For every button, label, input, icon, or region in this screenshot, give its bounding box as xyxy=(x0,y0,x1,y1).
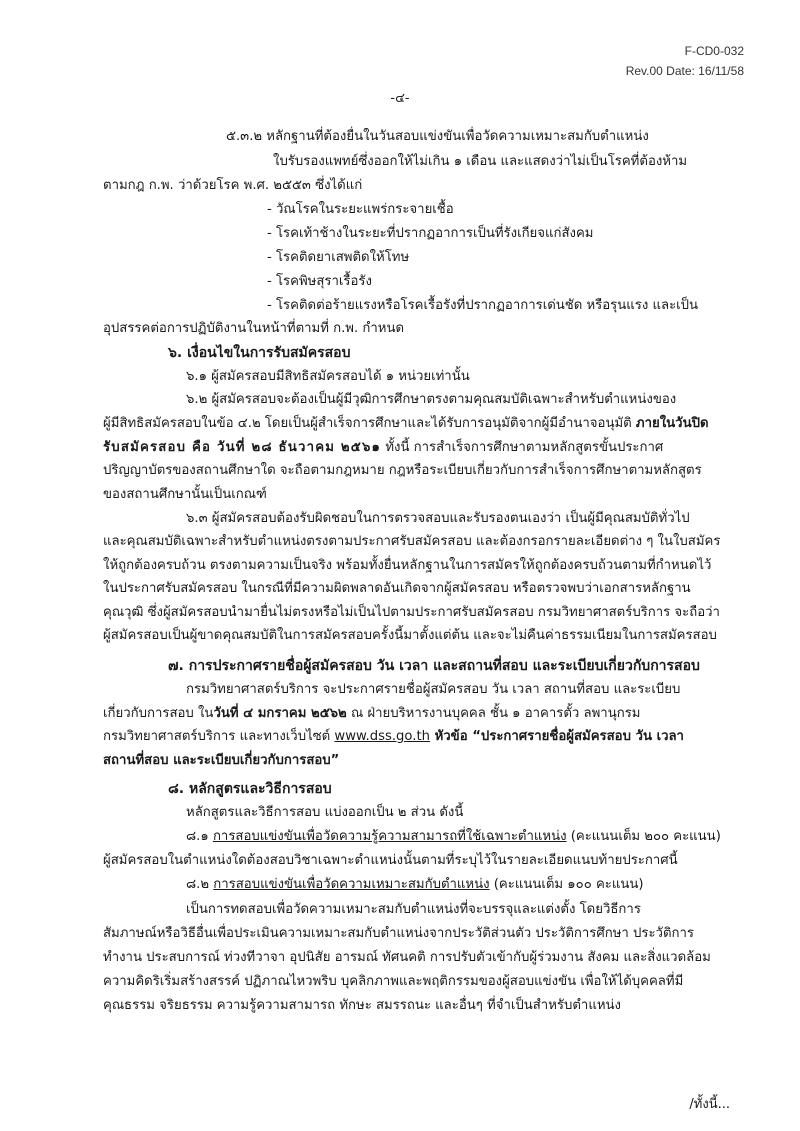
topic-title-bold: หัวข้อ “ประกาศรายชื่อผู้สมัครสอบ วัน เวลา xyxy=(429,729,684,744)
section-8-1-number: ๘.๑ xyxy=(186,829,213,844)
section-8-2-desc-line: ทำงาน ประสบการณ์ ท่วงทีวาจา อุปนิสัย อารมณ์ ทัศนคติ การปรับตัวเข้ากับผู้ร่วมงาน สังคม และสิ่งแวดล้อม xyxy=(103,950,711,965)
disease-list-item: - โรคเท้าช้างในระยะที่ปรากฏอาการเป็นที่รังเกียจแก่สังคม xyxy=(267,226,594,241)
section-8-2-desc-line: สัมภาษณ์หรือวิธีอื่นเพื่อประเมินความเหมาะสมกับตำแหน่งจากประวัติส่วนตัว ประวัติการศึกษา ประวัติการ xyxy=(103,926,695,941)
section-8-1-description: ผู้สมัครสอบในตำแหน่งใดต้องสอบวิชาเฉพาะตำแหน่งนั้นตามที่ระบุไว้ในรายละเอียดแนบท้ายประกาศนี้ xyxy=(103,853,678,868)
section-8-1-line xyxy=(186,828,721,846)
section-7-text: กรมวิทยาศาสตร์บริการ และทางเว็บไซต์ xyxy=(103,729,335,744)
revision-date: Rev.00 Date: 16/11/58 xyxy=(625,64,744,78)
section-7-heading: ๗. การประกาศรายชื่อผู้สมัครสอบ วัน เวลา และสถานที่สอบ และระเบียบเกี่ยวกับการสอบ xyxy=(168,658,700,674)
section-8-1-score: (คะแนนเต็ม ๒๐๐ คะแนน) xyxy=(566,829,721,844)
section-5-3-2-line: ตามกฎ ก.พ. ว่าด้วยโรค พ.ศ. ๒๕๕๓ ซึ่งได้แก่ xyxy=(103,178,363,193)
section-6-3-line: ๖.๓ ผู้สมัครสอบต้องรับผิดชอบในการตรวจสอบและรับรองตนเองว่า เป็นผู้มีคุณสมบัติทั่วไป xyxy=(186,511,690,526)
disease-list-item: - โรคติดต่อร้ายแรงหรือโรคเรื้อรังที่ปรากฏอาการเด่นชัด หรือรุนแรง และเป็น xyxy=(267,298,699,313)
section-7-text: ณ ฝ่ายบริหารงานบุคคล ชั้น ๑ อาคารตั้ว ลพานุกรม xyxy=(346,706,641,721)
form-code: F-CD0-032 xyxy=(684,44,744,58)
topic-title-bold-cont: สถานที่สอบ และระเบียบเกี่ยวกับการสอบ” xyxy=(103,753,340,768)
section-6-3-line: คุณวุฒิ ซึ่งผู้สมัครสอบนำมายื่นไม่ตรงหรือไม่เป็นไปตามประกาศรับสมัครสอบ กรมวิทยาศาสตร์บริการ จะถือว่า xyxy=(103,605,720,620)
section-8-2-desc-line: ความคิดริเริ่มสร้างสรรค์ ปฏิภาณไหวพริบ บุคลิกภาพและพฤติกรรมของผู้สอบแข่งขัน เพื่อให้ได้บุคคลที่มี xyxy=(103,974,684,989)
section-6-2-line xyxy=(103,415,709,433)
website-link[interactable]: www.dss.go.th xyxy=(334,729,430,744)
section-6-3-line: และคุณสมบัติเฉพาะสำหรับตำแหน่งตรงตามประกาศรับสมัครสอบ และต้องกรอกรายละเอียดต่าง ๆ ในใบสมัคร xyxy=(103,534,721,549)
page-continuation: /ทั้งนี้... xyxy=(689,1097,730,1112)
disease-list-item: - โรคติดยาเสพติดให้โทษ xyxy=(267,250,410,265)
section-7-text: เกี่ยวกับการสอบ ใน xyxy=(103,706,214,721)
section-5-3-2-line: ใบรับรองแพทย์ซึ่งออกให้ไม่เกิน ๑ เดือน และแสดงว่าไม่เป็นโรคที่ต้องห้าม xyxy=(273,154,688,169)
section-6-2-deadline-bold: ภายในวันปิด xyxy=(635,416,709,431)
section-6-1: ๖.๑ ผู้สมัครสอบมีสิทธิสมัครสอบได้ ๑ หน่วยเท่านั้น xyxy=(186,369,470,384)
section-7-line xyxy=(103,705,640,723)
section-6-3-line: ผู้สมัครสอบเป็นผู้ขาดคุณสมบัติในการสมัครสอบครั้งนี้มาตั้งแต่ต้น และจะไม่คืนค่าธรรมเนียมในการสมัครสอบ xyxy=(103,628,717,643)
section-6-2-line: ของสถานศึกษานั้นเป็นเกณฑ์ xyxy=(103,487,267,502)
section-8-2-score: (คะแนนเต็ม ๑๐๐ คะแนน) xyxy=(489,877,644,892)
section-8-intro: หลักสูตรและวิธีการสอบ แบ่งออกเป็น ๒ ส่วน ดังนี้ xyxy=(186,805,464,820)
announcement-date: วันที่ ๔ มกราคม ๒๕๖๒ xyxy=(213,706,347,721)
disease-list-item: - โรคพิษสุราเรื้อรัง xyxy=(267,274,372,289)
section-6-2-line xyxy=(103,439,663,457)
section-8-2-desc-line: คุณธรรม จริยธรรม ความรู้ความสามารถ ทักษะ สมรรถนะ และอื่นๆ ที่จำเป็นสำหรับตำแหน่ง xyxy=(103,998,621,1013)
section-7-line: กรมวิทยาศาสตร์บริการ จะประกาศรายชื่อผู้สมัครสอบ วัน เวลา สถานที่สอบ และระเบียบ xyxy=(186,682,681,697)
section-8-2-desc-line: เป็นการทดสอบเพื่อวัดความเหมาะสมกับตำแหน่งที่จะบรรจุและแต่งตั้ง โดยวิธีการ xyxy=(186,902,641,917)
section-6-2-line: ๖.๒ ผู้สมัครสอบจะต้องเป็นผู้มีวุฒิการศึกษาตรงตามคุณสมบัติเฉพาะสำหรับตำแหน่งของ xyxy=(186,392,677,407)
section-8-2-title: การสอบแข่งขันเพื่อวัดความเหมาะสมกับตำแหน่ง xyxy=(213,877,490,892)
section-8-2-line xyxy=(186,876,644,894)
section-6-heading: ๖. เงื่อนไขในการรับสมัครสอบ xyxy=(168,345,351,361)
disease-list-item: - วัณโรคในระยะแพร่กระจายเชื้อ xyxy=(267,202,454,217)
section-8-heading: ๘. หลักสูตรและวิธีการสอบ xyxy=(168,781,332,797)
section-8-1-title: การสอบแข่งขันเพื่อวัดความรู้ความสามารถที่ใช้เฉพาะตำแหน่ง xyxy=(212,829,567,844)
section-8-2-number: ๘.๒ xyxy=(186,877,214,892)
section-5-3-2-title: ๕.๓.๒ หลักฐานที่ต้องยื่นในวันสอบแข่งขันเพื่อวัดความเหมาะสมกับตำแหน่ง xyxy=(226,129,649,144)
section-7-line xyxy=(103,728,684,746)
section-6-3-line: ในประกาศรับสมัครสอบ ในกรณีที่มีความผิดพลาดอันเกิดจากผู้สมัครสอบ หรือตรวจพบว่าเอกสารหลักฐาน xyxy=(103,581,691,596)
page-number: -๔- xyxy=(390,91,410,106)
section-6-2-text: ทั้งนี้ การสำเร็จการศึกษาตามหลักสูตรขั้นประกาศ xyxy=(381,440,664,455)
section-6-3-line: ให้ถูกต้องครบถ้วน ตรงตามความเป็นจริง พร้อมทั้งยื่นหลักฐานในการสมัครให้ถูกต้องครบถ้วนตามที่กำหนดไว้ xyxy=(103,558,712,573)
section-6-2-closing-date: รับสมัครสอบ คือ วันที่ ๒๘ ธันวาคม ๒๕๖๑ xyxy=(103,440,382,455)
section-6-2-line: ปริญญาบัตรของสถานศึกษาใด จะถือตามกฎหมาย กฎหรือระเบียบเกี่ยวกับการสำเร็จการศึกษาตามหลักสูตร xyxy=(103,463,702,478)
section-6-2-text: ผู้มีสิทธิสมัครสอบในข้อ ๔.๒ โดยเป็นผู้สำเร็จการศึกษาและได้รับการอนุมัติจากผู้มีอำนาจอนุมัติ xyxy=(103,416,636,431)
disease-list-continuation: อุปสรรคต่อการปฏิบัติงานในหน้าที่ตามที่ ก.พ. กำหนด xyxy=(103,321,405,336)
